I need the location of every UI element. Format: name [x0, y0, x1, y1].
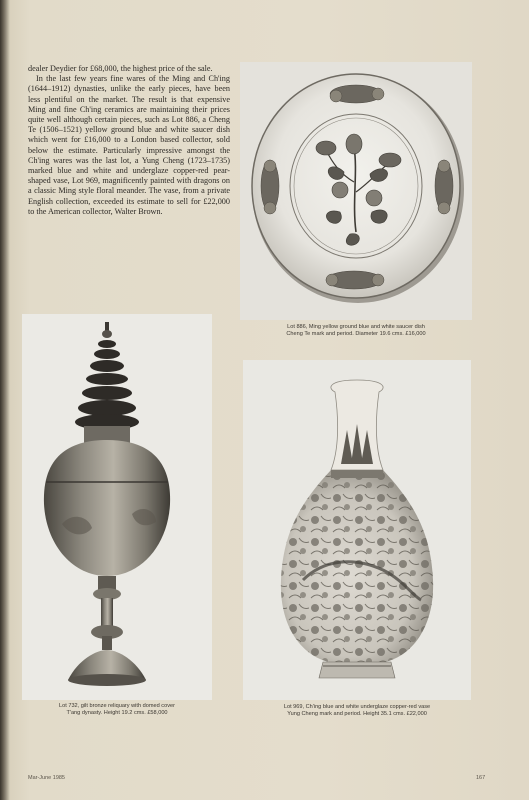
- vase-caption-line1: Lot 969, Ch'ing blue and white underglaze copper-red vase: [283, 704, 431, 710]
- reliquary-caption-line1: Lot 732, gilt bronze reliquary with domed cover: [59, 703, 175, 709]
- footer-page-number: 167: [476, 775, 486, 781]
- footer-issue: Mar-June 1985: [28, 775, 65, 781]
- paragraph: In the last few years fine wares of the Ming and Ch'ing (1644–1912) dynasties, unlike the early pieces, have been less plentiful on the market. The result is that expensive Ming and fine Ch'ing ceramics are maintaining their prices quite well although certain pieces, such as Lot 886, a Cheng Te (1506–1521) yellow ground blue and white saucer dish which went for £16,000 to a London based collector, sold below the estimate. Particularly impressive amongst the Ch'ing wares was the last lot, a Yung Cheng (1723–1735) marked blue and white and underglaze copper-red pear-shaped vase, Lot 969, magnificently painted with dragons on a classic Ming style floral meander. The vase, from a private English collection, exceeded its estimate to sell for £22,000 to the American collector, Walter Brown.: [28, 74, 230, 216]
- reliquary-caption: [22, 703, 212, 717]
- vase-photo: [243, 360, 471, 700]
- vase-caption: [243, 704, 471, 718]
- vase-image: [243, 360, 471, 700]
- reliquary-image: [22, 314, 212, 700]
- reliquary-caption-line2: T'ang dynasty. Height 19.2 cms. £58,000: [66, 710, 168, 716]
- dish-caption: [240, 324, 472, 338]
- article-body-text: [28, 64, 230, 217]
- vase-caption-line2: Yung Cheng mark and period. Height 35.1 cms. £22,000: [287, 711, 427, 717]
- paragraph: dealer Deydier for £68,000, the highest price of the sale.: [28, 64, 213, 73]
- saucer-dish-image: [240, 62, 472, 320]
- dish-photo: [240, 62, 472, 320]
- dish-caption-line1: Lot 886, Ming yellow ground blue and white saucer dish: [287, 324, 425, 330]
- dish-caption-line2: Cheng Te mark and period. Diameter 19.6 cms. £16,000: [286, 331, 426, 337]
- binding-shadow: [0, 0, 10, 800]
- reliquary-photo: [22, 314, 212, 700]
